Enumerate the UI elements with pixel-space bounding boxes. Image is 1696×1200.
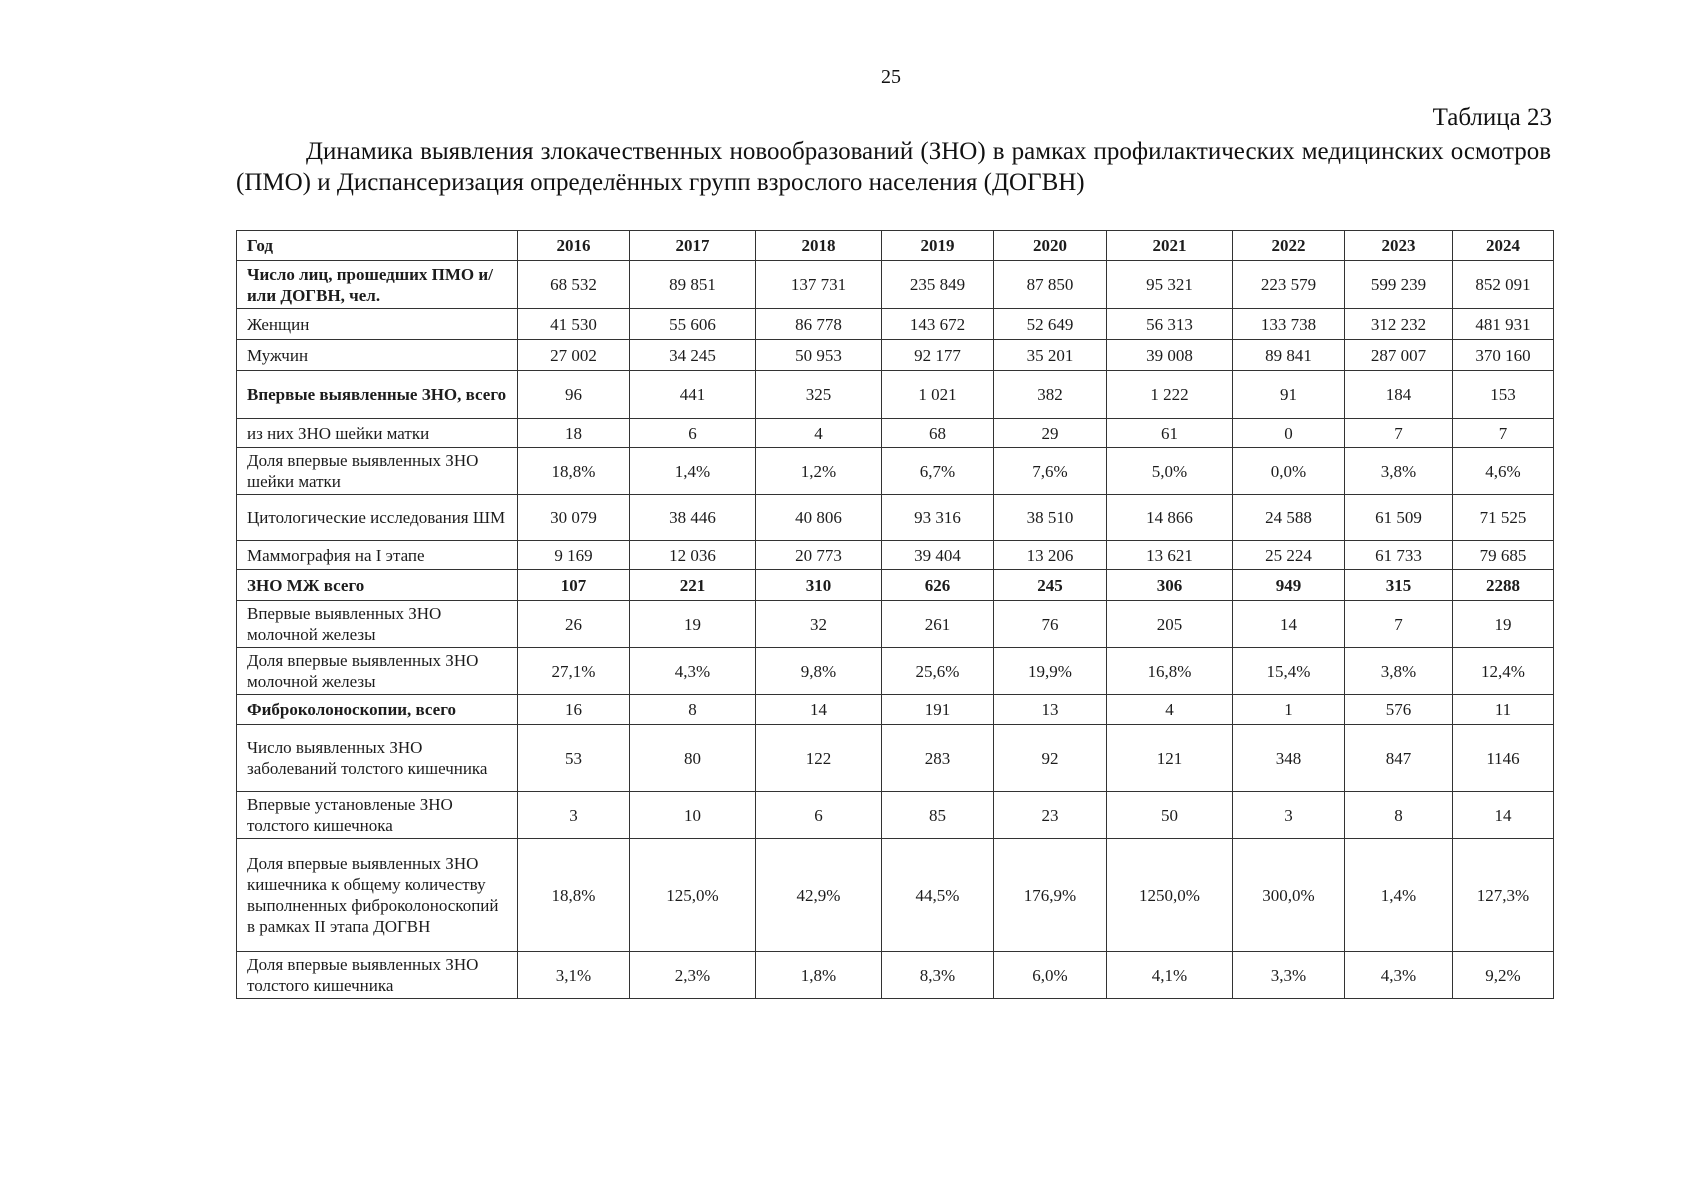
table-cell: 18,8% [518, 839, 630, 952]
table-cell: 1,8% [756, 952, 882, 999]
header-year: 2020 [994, 231, 1107, 261]
table-cell: 3,8% [1345, 648, 1453, 695]
table-cell: 50 953 [756, 340, 882, 371]
table-row [237, 340, 1554, 371]
table-cell: 7 [1345, 601, 1453, 648]
table-row [237, 371, 1554, 419]
table-cell: 261 [882, 601, 994, 648]
table-cell: 15,4% [1233, 648, 1345, 695]
row-label: Мужчин [237, 340, 518, 371]
table-cell: 2288 [1453, 570, 1554, 601]
table-cell: 310 [756, 570, 882, 601]
table-cell: 44,5% [882, 839, 994, 952]
table-cell: 26 [518, 601, 630, 648]
table-cell: 40 806 [756, 495, 882, 541]
table-cell: 626 [882, 570, 994, 601]
table-cell: 7,6% [994, 448, 1107, 495]
table-row [237, 695, 1554, 725]
table-cell: 86 778 [756, 309, 882, 340]
header-year: 2023 [1345, 231, 1453, 261]
table-cell: 12 036 [630, 541, 756, 570]
table-cell: 34 245 [630, 340, 756, 371]
table-cell: 61 733 [1345, 541, 1453, 570]
table-cell: 96 [518, 371, 630, 419]
table-row [237, 792, 1554, 839]
table-cell: 25 224 [1233, 541, 1345, 570]
table-cell: 38 510 [994, 495, 1107, 541]
table-cell: 19,9% [994, 648, 1107, 695]
table-cell: 300,0% [1233, 839, 1345, 952]
row-label: Цитологические исследования ШМ [237, 495, 518, 541]
table-cell: 3,1% [518, 952, 630, 999]
table-row [237, 448, 1554, 495]
table-row [237, 725, 1554, 792]
table-cell: 133 738 [1233, 309, 1345, 340]
table-cell: 11 [1453, 695, 1554, 725]
table-cell: 56 313 [1107, 309, 1233, 340]
table-cell: 16 [518, 695, 630, 725]
table-cell: 32 [756, 601, 882, 648]
table-cell: 3,8% [1345, 448, 1453, 495]
row-label: Фиброколоноскопии, всего [237, 695, 518, 725]
table-cell: 176,9% [994, 839, 1107, 952]
table-cell: 4,3% [630, 648, 756, 695]
page-number: 25 [881, 66, 901, 88]
table-cell: 9 169 [518, 541, 630, 570]
header-year: 2022 [1233, 231, 1345, 261]
table-row [237, 601, 1554, 648]
table-cell: 19 [630, 601, 756, 648]
table-cell: 19 [1453, 601, 1554, 648]
table-cell: 89 841 [1233, 340, 1345, 371]
table-cell: 92 177 [882, 340, 994, 371]
header-label: Год [237, 231, 518, 261]
table-cell: 1,4% [630, 448, 756, 495]
table-cell: 127,3% [1453, 839, 1554, 952]
table-cell: 8,3% [882, 952, 994, 999]
table-cell: 4,3% [1345, 952, 1453, 999]
table-row [237, 261, 1554, 309]
header-year: 2021 [1107, 231, 1233, 261]
table-cell: 382 [994, 371, 1107, 419]
table-cell: 122 [756, 725, 882, 792]
table-cell: 14 [1453, 792, 1554, 839]
table-cell: 306 [1107, 570, 1233, 601]
table-cell: 93 316 [882, 495, 994, 541]
table-cell: 3,3% [1233, 952, 1345, 999]
table-cell: 3 [1233, 792, 1345, 839]
table-cell: 9,8% [756, 648, 882, 695]
table-cell: 6 [756, 792, 882, 839]
table-cell: 35 201 [994, 340, 1107, 371]
table-cell: 283 [882, 725, 994, 792]
table-cell: 137 731 [756, 261, 882, 309]
header-year: 2017 [630, 231, 756, 261]
table-cell: 1,4% [1345, 839, 1453, 952]
table-caption: Динамика выявления злокачественных новообразований (ЗНО) в рамках профилактических медицинских осмотров (ПМО) и Диспансеризация определённых групп взрослого населения (ДОГВН) [236, 138, 1551, 196]
table-cell: 287 007 [1345, 340, 1453, 371]
table-cell: 348 [1233, 725, 1345, 792]
table-row [237, 570, 1554, 601]
table-cell: 107 [518, 570, 630, 601]
row-label: Впервые выявленные ЗНО, всего [237, 371, 518, 419]
table-cell: 5,0% [1107, 448, 1233, 495]
table-cell: 95 321 [1107, 261, 1233, 309]
table-cell: 38 446 [630, 495, 756, 541]
table-cell: 2,3% [630, 952, 756, 999]
table-cell: 3 [518, 792, 630, 839]
table-cell: 4,6% [1453, 448, 1554, 495]
table-cell: 125,0% [630, 839, 756, 952]
table-cell: 235 849 [882, 261, 994, 309]
table-cell: 41 530 [518, 309, 630, 340]
table-cell: 245 [994, 570, 1107, 601]
table-cell: 1,2% [756, 448, 882, 495]
row-label: Впервые выявленных ЗНО молочной железы [237, 601, 518, 648]
table-cell: 223 579 [1233, 261, 1345, 309]
table-cell: 315 [1345, 570, 1453, 601]
table-cell: 8 [630, 695, 756, 725]
table-cell: 6,0% [994, 952, 1107, 999]
table-cell: 852 091 [1453, 261, 1554, 309]
table-cell: 184 [1345, 371, 1453, 419]
row-label: Женщин [237, 309, 518, 340]
table-cell: 27,1% [518, 648, 630, 695]
table-cell: 52 649 [994, 309, 1107, 340]
table-cell: 71 525 [1453, 495, 1554, 541]
data-table [236, 230, 1554, 999]
table-cell: 61 [1107, 419, 1233, 448]
row-label: Число выявленных ЗНО заболеваний толстого кишечника [237, 725, 518, 792]
table-cell: 1146 [1453, 725, 1554, 792]
table-cell: 27 002 [518, 340, 630, 371]
table-row [237, 839, 1554, 952]
row-label: Доля впервые выявленных ЗНО молочной железы [237, 648, 518, 695]
table-cell: 0,0% [1233, 448, 1345, 495]
table-cell: 221 [630, 570, 756, 601]
table-cell: 50 [1107, 792, 1233, 839]
table-cell: 10 [630, 792, 756, 839]
table-cell: 6,7% [882, 448, 994, 495]
header-year: 2016 [518, 231, 630, 261]
table-cell: 13 206 [994, 541, 1107, 570]
table-cell: 68 [882, 419, 994, 448]
table-cell: 4,1% [1107, 952, 1233, 999]
table-row [237, 541, 1554, 570]
table-cell: 13 621 [1107, 541, 1233, 570]
table-row [237, 495, 1554, 541]
table-cell: 68 532 [518, 261, 630, 309]
table-cell: 76 [994, 601, 1107, 648]
table-cell: 39 008 [1107, 340, 1233, 371]
table-cell: 576 [1345, 695, 1453, 725]
table-cell: 42,9% [756, 839, 882, 952]
table-cell: 14 866 [1107, 495, 1233, 541]
table-cell: 53 [518, 725, 630, 792]
table-cell: 25,6% [882, 648, 994, 695]
row-label: Маммография на I этапе [237, 541, 518, 570]
table-cell: 312 232 [1345, 309, 1453, 340]
header-year: 2024 [1453, 231, 1554, 261]
header-row [237, 231, 1554, 261]
table-cell: 205 [1107, 601, 1233, 648]
table-cell: 18 [518, 419, 630, 448]
table-cell: 121 [1107, 725, 1233, 792]
table-cell: 0 [1233, 419, 1345, 448]
table-cell: 9,2% [1453, 952, 1554, 999]
table-cell: 16,8% [1107, 648, 1233, 695]
table-cell: 1 [1233, 695, 1345, 725]
table-cell: 4 [1107, 695, 1233, 725]
row-label: Число лиц, прошедших ПМО и/или ДОГВН, чел. [237, 261, 518, 309]
table-cell: 13 [994, 695, 1107, 725]
table-label: Таблица 23 [1432, 104, 1552, 131]
table-cell: 7 [1453, 419, 1554, 448]
table-cell: 80 [630, 725, 756, 792]
table-cell: 441 [630, 371, 756, 419]
table-cell: 89 851 [630, 261, 756, 309]
table-cell: 87 850 [994, 261, 1107, 309]
row-label: из них ЗНО шейки матки [237, 419, 518, 448]
table-cell: 1 021 [882, 371, 994, 419]
row-label: Доля впервые выявленных ЗНО кишечника к общему количеству выполненных фиброколоноскопий в рамках II этапа ДОГВН [237, 839, 518, 952]
table-row [237, 952, 1554, 999]
table-cell: 55 606 [630, 309, 756, 340]
table-cell: 481 931 [1453, 309, 1554, 340]
table-cell: 85 [882, 792, 994, 839]
table-cell: 14 [756, 695, 882, 725]
row-label: Впервые установленые ЗНО толстого кишечнока [237, 792, 518, 839]
table-cell: 79 685 [1453, 541, 1554, 570]
table-row [237, 309, 1554, 340]
table-cell: 39 404 [882, 541, 994, 570]
row-label: ЗНО МЖ всего [237, 570, 518, 601]
table-cell: 370 160 [1453, 340, 1554, 371]
header-year: 2019 [882, 231, 994, 261]
table-cell: 18,8% [518, 448, 630, 495]
table-cell: 23 [994, 792, 1107, 839]
header-year: 2018 [756, 231, 882, 261]
table-cell: 949 [1233, 570, 1345, 601]
table-cell: 325 [756, 371, 882, 419]
row-label: Доля впервые выявленных ЗНО шейки матки [237, 448, 518, 495]
table-cell: 12,4% [1453, 648, 1554, 695]
row-label: Доля впервые выявленных ЗНО толстого кишечника [237, 952, 518, 999]
table-cell: 14 [1233, 601, 1345, 648]
table-cell: 29 [994, 419, 1107, 448]
table-cell: 30 079 [518, 495, 630, 541]
table-cell: 91 [1233, 371, 1345, 419]
table-cell: 1 222 [1107, 371, 1233, 419]
table-cell: 6 [630, 419, 756, 448]
table-cell: 153 [1453, 371, 1554, 419]
table-cell: 7 [1345, 419, 1453, 448]
table-row [237, 419, 1554, 448]
table-cell: 1250,0% [1107, 839, 1233, 952]
table-cell: 61 509 [1345, 495, 1453, 541]
table-cell: 847 [1345, 725, 1453, 792]
table-cell: 4 [756, 419, 882, 448]
table-row [237, 648, 1554, 695]
table-cell: 599 239 [1345, 261, 1453, 309]
table-cell: 92 [994, 725, 1107, 792]
table-cell: 143 672 [882, 309, 994, 340]
table-cell: 24 588 [1233, 495, 1345, 541]
table-cell: 191 [882, 695, 994, 725]
table-cell: 8 [1345, 792, 1453, 839]
table-cell: 20 773 [756, 541, 882, 570]
